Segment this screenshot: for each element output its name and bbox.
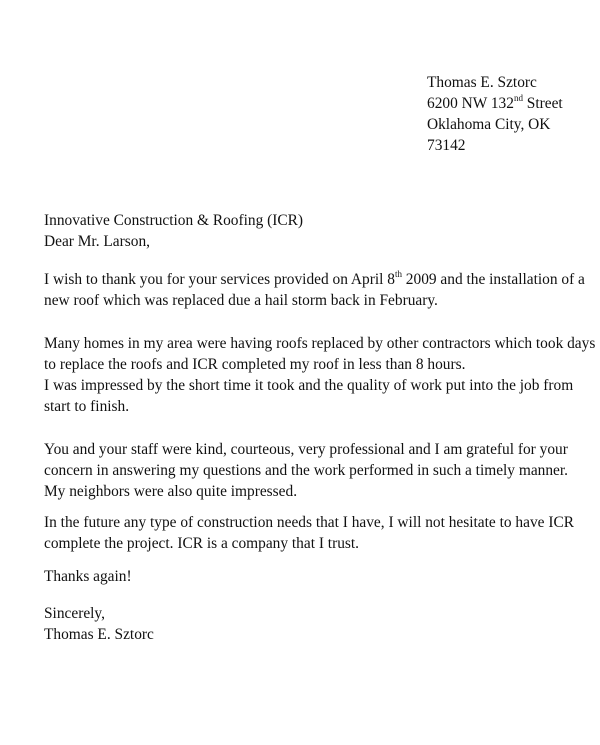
valediction: Sincerely, bbox=[44, 605, 105, 622]
paragraph-thanks bbox=[44, 269, 585, 311]
paragraph-line: to replace the roofs and ICR completed my roof in less than 8 hours. bbox=[44, 356, 466, 373]
paragraph-line: I was impressed by the short time it took and the quality of work put into the job from bbox=[44, 377, 574, 394]
sender-address-block bbox=[427, 72, 563, 156]
paragraph-line: start to finish. bbox=[44, 398, 130, 415]
paragraph-line: You and your staff were kind, courteous, very professional and I am grateful for your bbox=[44, 441, 568, 458]
paragraph-text: I wish to thank you for your services provided on April 8 bbox=[44, 271, 395, 288]
sender-city-state: Oklahoma City, OK bbox=[427, 116, 551, 133]
paragraph-line: Thanks again! bbox=[44, 568, 132, 585]
salutation: Dear Mr. Larson, bbox=[44, 233, 150, 250]
paragraph-line: My neighbors were also quite impressed. bbox=[44, 483, 298, 500]
signature-name: Thomas E. Sztorc bbox=[44, 626, 154, 643]
closing-block bbox=[44, 603, 154, 645]
sender-zip: 73142 bbox=[427, 137, 466, 154]
paragraph-comparison bbox=[44, 333, 595, 417]
recipient-block bbox=[44, 210, 303, 252]
paragraph-staff bbox=[44, 439, 568, 502]
paragraph-line bbox=[44, 269, 585, 290]
sender-name: Thomas E. Sztorc bbox=[427, 74, 537, 91]
paragraph-line: Many homes in my area were having roofs replaced by other contractors which took days bbox=[44, 335, 596, 352]
paragraph-thanks-again bbox=[44, 566, 132, 587]
sender-street bbox=[427, 93, 563, 114]
sender-street-number: 6200 NW 132 bbox=[427, 95, 514, 112]
recipient-company: Innovative Construction & Roofing (ICR) bbox=[44, 212, 304, 229]
paragraph-line: concern in answering my questions and the work performed in such a timely manner. bbox=[44, 462, 568, 479]
paragraph-text: 2009 and the installation of a bbox=[401, 271, 585, 288]
paragraph-line: complete the project. ICR is a company that I trust. bbox=[44, 535, 359, 552]
sender-street-ordinal: nd bbox=[513, 92, 523, 103]
sender-street-name: Street bbox=[522, 95, 563, 112]
paragraph-line: In the future any type of construction needs that I have, I will not hesitate to have ICR bbox=[44, 514, 574, 531]
paragraph-line: new roof which was replaced due a hail storm back in February. bbox=[44, 292, 438, 309]
date-ordinal: th bbox=[394, 268, 402, 279]
paragraph-future bbox=[44, 512, 574, 554]
